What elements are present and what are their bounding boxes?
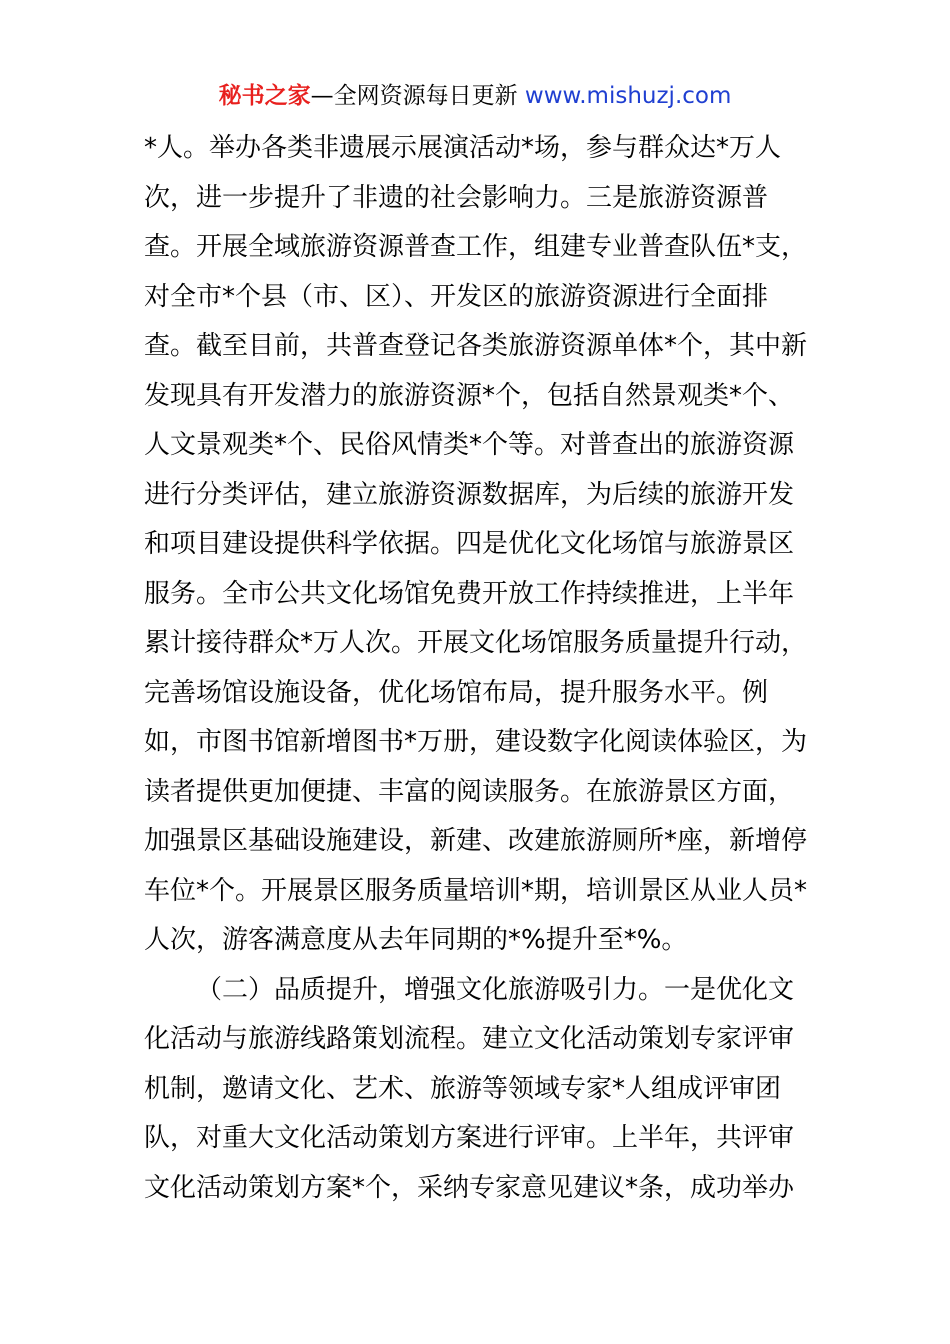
text-line: 服务。全市公共文化场馆免费开放工作持续推进，上半年	[144, 578, 795, 609]
section-heading-line: （二）品质提升，增强文化旅游吸引力。一是优化文	[196, 974, 795, 1005]
text-line: 化活动与旅游线路策划流程。建立文化活动策划专家评审	[144, 1024, 795, 1054]
text-line: 队，对重大文化活动策划方案进行评审。上半年，共评审	[144, 1123, 795, 1153]
text-line: 次，进一步提升了非遗的社会影响力。三是旅游资源普	[144, 182, 769, 213]
text-line: 和项目建设提供科学依据。四是优化文化场馆与旅游景区	[144, 529, 795, 559]
text-line: 进行分类评估，建立旅游资源数据库，为后续的旅游开发	[144, 479, 795, 510]
text-line: 人文景观类*个、民俗风情类*个等。对普查出的旅游资源	[144, 430, 795, 460]
text-line: 如，市图书馆新增图书*万册，建设数字化阅读体验区，为	[144, 727, 808, 757]
text-line: 累计接待群众*万人次。开展文化场馆服务质量提升行动，	[144, 628, 808, 658]
text-line: 完善场馆设施设备，优化场馆布局，提升服务水平。例	[144, 677, 769, 708]
text-line: 机制，邀请文化、艺术、旅游等领域专家*人组成评审团	[144, 1073, 782, 1104]
text-line: 加强景区基础设施建设，新建、改建旅游厕所*座，新增停	[144, 826, 808, 856]
text-line: 查。截至目前，共普查登记各类旅游资源单体*个，其中新	[144, 331, 808, 361]
document-body	[144, 124, 814, 1213]
text-line: *人。举办各类非遗展示展演活动*场，参与群众达*万人	[144, 133, 782, 163]
text-line: 查。开展全域旅游资源普查工作，组建专业普查队伍*支，	[144, 232, 808, 262]
text-line: 人次，游客满意度从去年同期的*%提升至*%。	[144, 925, 688, 955]
header-tagline: —全网资源每日更新	[310, 83, 525, 109]
brand-name: 秘书之家	[218, 83, 311, 109]
site-url-link[interactable]: www.mishuzj.com	[524, 83, 732, 109]
text-line: 对全市*个县（市、区）、开发区的旅游资源进行全面排	[144, 281, 769, 312]
text-line: 车位*个。开展景区服务质量培训*期，培训景区从业人员*	[144, 875, 808, 906]
text-line: 读者提供更加便捷、丰富的阅读服务。在旅游景区方面，	[144, 776, 795, 807]
text-line: 文化活动策划方案*个，采纳专家意见建议*条，成功举办	[144, 1172, 795, 1203]
site-header	[0, 80, 950, 112]
text-line: 发现具有开发潜力的旅游资源*个，包括自然景观类*个、	[144, 380, 795, 411]
